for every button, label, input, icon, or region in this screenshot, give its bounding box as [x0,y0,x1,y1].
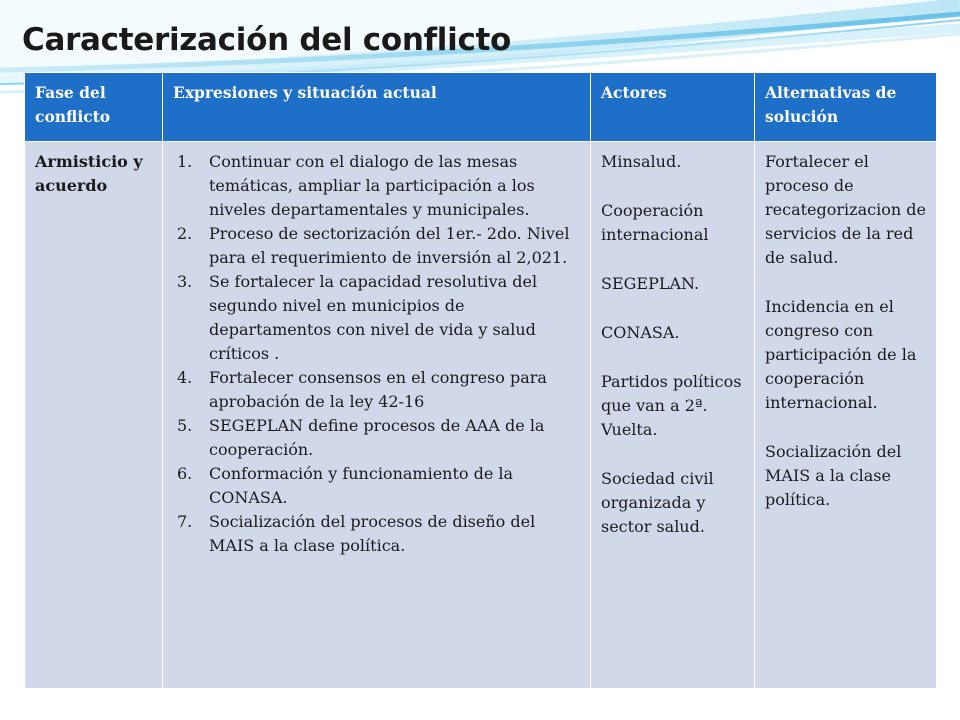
expresiones-list [173,150,582,558]
alternativa-entry: Incidencia en el congreso con participación de la cooperación internacional. [765,297,917,412]
table-row [25,142,937,689]
list-item: 5. SEGEPLAN define procesos de AAA de la cooperación. [177,416,545,459]
conflict-table [24,72,937,689]
actor-entry: Partidos políticos que van a 2ª. Vuelta. [601,372,742,439]
cell-expresiones [163,142,591,689]
actor-entry: CONASA. [601,323,680,342]
table-header-row [25,73,937,142]
header-expresiones: Expresiones y situación actual [163,73,591,142]
cell-fase: Armisticio y acuerdo [25,142,163,689]
list-item: 7. Socialización del procesos de diseño del MAIS a la clase política. [177,512,536,555]
actor-entry: Cooperación internacional [601,201,709,244]
list-item: 4. Fortalecer consensos en el congreso para aprobación de la ley 42-16 [177,368,547,411]
list-item: 1. Continuar con el dialogo de las mesas temáticas, ampliar la participación a los niveles departamentales y municipales. [177,152,535,219]
header-alternativas: Alternativas de solución [755,73,937,142]
header-actores: Actores [591,73,755,142]
header-fase: Fase del conflicto [25,73,163,142]
list-item: 2. Proceso de sectorización del 1er.- 2do. Nivel para el requerimiento de inversión al 2,021. [177,224,570,267]
cell-actores [591,142,755,689]
page-title: Caracterización del conflicto [22,22,512,58]
actor-entry: SEGEPLAN. [601,274,700,293]
alternativa-entry: Socialización del MAIS a la clase política. [765,442,902,509]
actor-entry: Minsalud. [601,152,682,171]
list-item: 3. Se fortalecer la capacidad resolutiva del segundo nivel en municipios de departamentos con nivel de vida y salud críticos . [177,272,538,363]
list-item: 6. Conformación y funcionamiento de la CONASA. [177,464,514,507]
cell-alternativas [755,142,937,689]
alternativa-entry: Fortalecer el proceso de recategorizacion de servicios de la red de salud. [765,152,926,267]
actor-entry: Sociedad civil organizada y sector salud. [601,469,714,536]
